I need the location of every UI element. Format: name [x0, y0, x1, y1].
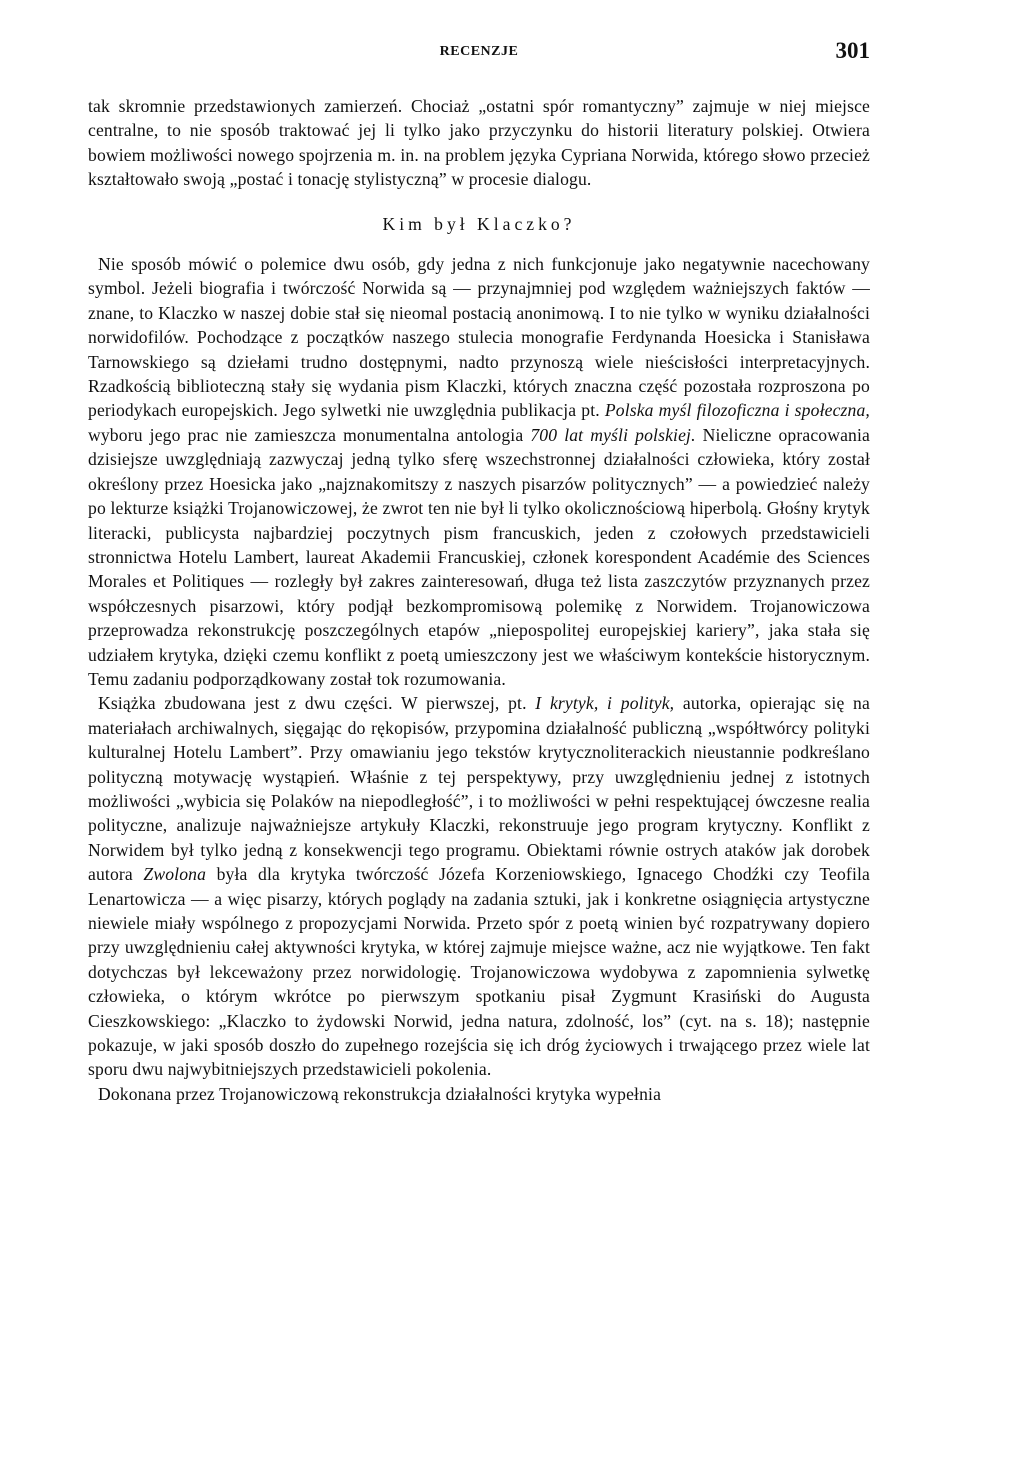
paragraph-1: tak skromnie przedstawionych zamierzeń. Chociaż „ostatni spór romantyczny” zajmuje w niej miejsce centralne, to nie sposób traktować jej li tylko jako przyczynku do historii literatury polskiej. Otwiera bowiem możliwości nowego spojrzenia m. in. na problem języka Cypriana Norwida, którego słowo przecież kształtowało swoją „postać i tonację stylistyczną” w procesie dialogu. [88, 96, 870, 190]
book-title-polska-mysl: Polska myśl filozoficzna i społeczna, [604, 400, 870, 421]
running-header [88, 38, 870, 72]
part-title-krytyk-polityk: I krytyk, i polityk, [535, 693, 675, 714]
paragraph-2-text-a: Nie sposób mówić o polemice dwu osób, gdy jedna z nich funkcjonuje jako negatywnie nacechowany symbol. Jeżeli biografia i twórczość Norwida są — przynajmniej pod względem ważniejszych faktów — znane, to Klaczko w naszej dobie stał się nieomal postacią anonimową. I to nie tylko w wyniku działalności norwidofilów. Pochodzące z początków naszego stulecia monografie Ferdynanda Hoesicka i Stanisława Tarnowskiego są dziełami trudno dostępnymi, nadto przynoszą wiele nieścisłości interpretacyjnych. Rzadkością biblioteczną stały się wydania pism Klaczki, których znaczna część pozostała rozproszona po periodykach europejskich. Jego sylwetki nie uwzględnia publikacja pt. [88, 254, 870, 421]
section-heading: Kim był Klaczko? [382, 213, 576, 234]
page-number: 301 [835, 38, 870, 63]
paragraph-3-text-b: autorka, opierając się na materiałach archiwalnych, sięgając do rękopisów, przypomina działalność publiczną „współtwórcy polityki kulturalnej Hotelu Lambert”. Przy omawianiu jego tekstów krytycznoliterackich nieustannie podkreślano polityczną motywację wystąpień. Właśnie z tej perspektywy, przy uwzględnieniu jednej z istotnych możliwości „wybicia się Polaków na niepodległość”, i to możliwości w pełni respektującej ówczesne realia polityczne, analizuje najważniejsze artykuły Klaczki, rekonstruuje jego program krytyczny. Konflikt z Norwidem był tylko jedną z konsekwencji tego programu. Obiektami równie ostrych ataków jak dorobek autora [88, 693, 870, 885]
work-title-zwolona: Zwolona [143, 864, 207, 885]
body-text [88, 94, 870, 1106]
paragraph-2-text-b: wyboru jego prac nie zamieszcza monumentalna antologia [88, 424, 524, 445]
paragraph-2-text-c: Nieliczne opracowania dzisiejsze uwzględniają zazwyczaj jedną tylko sferę wszechstronnej działalności człowieka, który został określony przez Hoesicka jako „najznakomitszy z naszych pisarzów politycznych” — a powiedzieć należy po lekturze książki Trojanowiczowej, że zwrot ten nie był li tylko okolicznościową hiperbolą. Głośny krytyk literacki, publicysta najbardziej poczytnych pism francuskich, jeden z czołowych przedstawicieli stronnictwa Hotelu Lambert, laureat Akademii Francuskiej, członek korespondent Académie des Sciences Morales et Politiques — rozległy był zakres zainteresowań, długa też lista zaszczytów przyznanych przez współczesnych pisarzowi, który podjął bezkompromisową polemikę z Norwidem. Trojanowiczowa przeprowadza rekonstrukcję poszczególnych etapów „niepospolitej europejskiej kariery”, jaka stała się udziałem krytyka, dzięki czemu konflikt z poetą umieszczony jest we właściwym kontekście historycznym. Temu zadaniu podporządkowany został tok rozumowania. [88, 424, 870, 689]
paragraph-3 [88, 691, 870, 1082]
paragraph-4: Dokonana przez Trojanowiczową rekonstrukcja działalności krytyka wypełnia [98, 1083, 662, 1104]
paragraph-2 [88, 252, 870, 691]
paragraph-3-text-c: była dla krytyka twórczość Józefa Korzeniowskiego, Ignacego Chodźki czy Teofila Lenartowicza — a więc pisarzy, których poglądy na zadania sztuki, jak i konkretne osiągnięcia artystyczne niewiele miały wspólnego z propozycjami Norwida. Przeto spór z poetą winien być rozpatrywany dopiero przy uwzględnieniu całej aktywności krytyka, w której zajmuje miejsce ważne, acz nie wyjątkowe. Ten fakt dotychczas był lekceważony przez norwidologię. Trojanowiczowa wydobywa z zapomnienia sylwetkę człowieka, o którym wkrótce po pierwszym spotkaniu pisał Zygmunt Krasiński do Augusta Cieszkowskiego: „Klaczko to żydowski Norwid, jedna natura, zdolność, los” (cyt. na s. 18); następnie pokazuje, w jaki sposób doszło do zupełnego rozejścia się ich dróg życiowych i trwającego przez wiele lat sporu dwu najwybitniejszych przedstawicieli pokolenia. [88, 864, 870, 1080]
paragraph-3-text-a: Książka zbudowana jest z dwu części. W pierwszej, pt. [98, 693, 527, 714]
running-title: RECENZJE [439, 44, 519, 59]
document-page [88, 38, 870, 1106]
book-title-700-lat: 700 lat myśli polskiej. [530, 424, 696, 445]
